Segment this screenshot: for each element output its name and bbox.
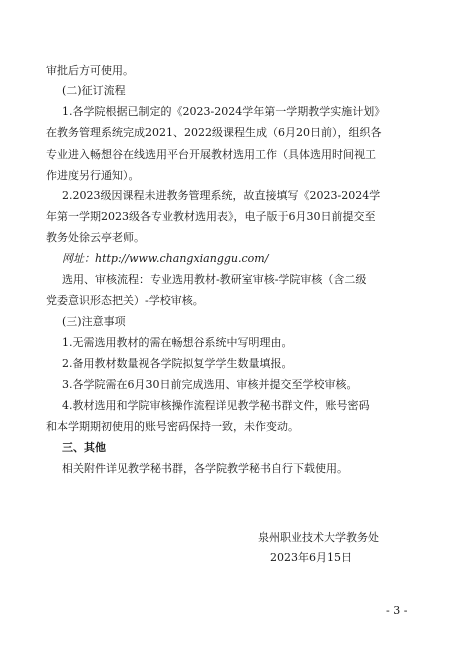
website-url: 网址：http://www.changxianggu.com/ [62,252,269,265]
section-heading-other: 三、其他 [62,441,106,454]
text-line: 党委意识形态把关）-学校审核。 [46,294,204,307]
section-heading-process: (二)征订流程 [62,84,126,97]
text-line: 4.教材选用和学院审核操作流程详见教学秘书群文件，账号密码 [62,399,370,412]
text-line: 3.各学院需在6月30日前完成选用、审核并提交至学校审核。 [62,378,358,391]
signature-org: 泉州职业技术大学教务处 [258,531,379,544]
text-line: 2.备用教材数量视各学院拟复学学生数量填报。 [62,357,293,370]
text-line: 选用、审核流程：专业选用教材-教研室审核-学院审核（含二级 [62,273,367,286]
page-number: - 3 - [386,604,408,617]
text-line: 教务处徐云亭老师。 [46,231,145,244]
text-line: 相关附件详见教学秘书群，各学院教学秘书自行下载使用。 [62,462,348,475]
section-heading-notes: (三)注意事项 [62,315,126,328]
text-line: 和本学期期初使用的账号密码保持一致，未作变动。 [46,420,299,433]
text-line: 2.2023级因课程未进教务管理系统，故直接填写《2023-2024学 [62,189,381,202]
text-line: 在教务管理系统完成2021、2022级课程生成（6月20日前），组织各 [46,126,382,139]
text-line: 年第一学期2023级各专业教材选用表》，电子版于6月30日前提交至 [46,210,376,223]
text-line: 作进度另行通知）。 [46,169,140,182]
text-line: 专业进入畅想谷在线选用平台开展教材选用工作（具体选用时间视工 [46,148,376,161]
signature-date: 2023年6月15日 [270,551,352,564]
text-line: 1.各学院根据已制定的《2023-2024学年第一学期教学实施计划》 [62,105,386,118]
text-line: 1.无需选用教材的需在畅想谷系统中写明理由。 [62,336,293,349]
text-line: 审批后方可使用。 [46,64,134,77]
